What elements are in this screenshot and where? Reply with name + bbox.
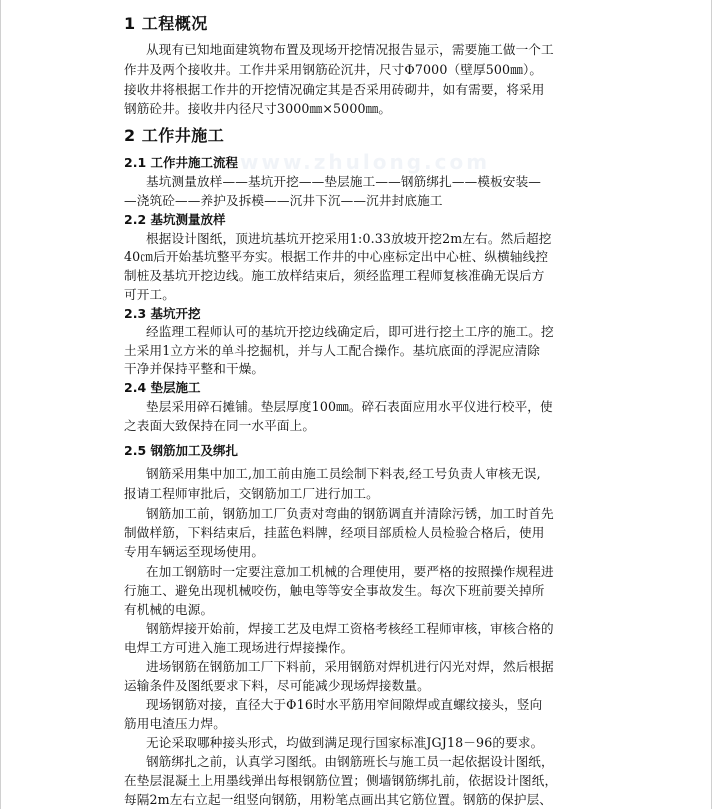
rebar-p2-line-2: 制做样筋，下料结束后，挂蓝色料牌，经项目部质检人员检验合格后，使用 <box>124 525 545 540</box>
survey-line-4: 可开工。 <box>124 287 175 302</box>
rebar-p8-line-1: 钢筋绑扎之前，认真学习图纸。由钢筋班长与施工员一起依据设计图纸， <box>146 754 554 769</box>
cushion-line-2: 之表面大致保持在同一水平面上。 <box>124 418 316 433</box>
heading-cushion: 2.4 垫层施工 <box>124 380 201 395</box>
heading-rebar: 2.5 钢筋加工及绑扎 <box>124 443 238 458</box>
watermark: www.zhulong.com <box>240 150 491 174</box>
rebar-p5-line-2: 运输条件及图纸要求下料，尽可能减少现场焊接数量。 <box>124 678 430 693</box>
rebar-p8-line-3: 每隔2m左右立起一组竖向钢筋，用粉笔点画出其它筋位置。钢筋的保护层、 <box>124 792 553 807</box>
cushion-line-1: 垫层采用碎石摊铺。垫层厚度100㎜。碎石表面应用水平仪进行校平，使 <box>146 399 553 414</box>
flow-line-1: 基坑测量放样——基坑开挖——垫层施工——钢筋绑扎——模板安装— <box>146 174 542 189</box>
excavation-line-1: 经监理工程师认可的基坑开挖边线确定后，即可进行挖土工序的施工。挖 <box>146 324 554 339</box>
flow-line-2: —浇筑砼——养护及拆模——沉井下沉——沉井封底施工 <box>124 193 443 208</box>
excavation-line-3: 干净并保持平整和干燥。 <box>124 361 265 376</box>
rebar-p4-line-1: 钢筋焊接开始前，焊接工艺及电焊工资格考核经工程师审核，审核合格的 <box>146 621 554 636</box>
survey-line-1: 根据设计图纸，顶进坑基坑开挖采用1:0.33放坡开挖2m左右。然后超挖 <box>146 231 552 246</box>
survey-line-3: 制桩及基坑开挖边线。施工放样结束后，须经监理工程师复核准确无误后方 <box>124 268 545 283</box>
rebar-p4-line-2: 电焊工方可进入施工现场进行焊接操作。 <box>124 640 354 655</box>
rebar-p6-line-1: 现场钢筋对接，直径大于Φ16时水平筋用窄间隙焊或直螺纹接头，竖向 <box>146 697 543 712</box>
rebar-p3-line-2: 行施工、避免出现机械咬伤，触电等等安全事故发生。每次下班前要关掉所 <box>124 583 545 598</box>
heading-excavation: 2.3 基坑开挖 <box>124 306 201 321</box>
rebar-p7-line-1: 无论采取哪种接头形式，均做到满足现行国家标准JGJ18－96的要求。 <box>146 735 544 750</box>
heading-construction: 2 工作井施工 <box>124 126 225 145</box>
heading-overview: 1 工程概况 <box>124 14 208 33</box>
rebar-p1-line-2: 报请工程师审批后，交钢筋加工厂进行加工。 <box>124 486 379 501</box>
survey-line-2: 40㎝后开始基坑整平夯实。根据工作井的中心座标定出中心桩、纵横轴线控 <box>124 249 549 264</box>
rebar-p2-line-1: 钢筋加工前，钢筋加工厂负责对弯曲的钢筋调直并清除污锈，加工时首先 <box>146 506 554 521</box>
rebar-p3-line-1: 在加工钢筋时一定要注意加工机械的合理使用，要严格的按照操作规程进 <box>146 564 554 579</box>
excavation-line-2: 土采用1立方米的单斗挖掘机，并与人工配合操作。基坑底面的浮泥应清除 <box>124 343 540 358</box>
rebar-p3-line-3: 有机械的电源。 <box>124 602 214 617</box>
overview-line-1: 从现有已知地面建筑物布置及现场开挖情况报告显示，需要施工做一个工 <box>146 42 554 57</box>
rebar-p2-line-3: 专用车辆运至现场使用。 <box>124 544 265 559</box>
overview-line-3: 接收井将根据工作井的开挖情况确定其是否采用砖砌井，如有需要，将采用 <box>124 82 545 97</box>
overview-line-2: 作井及两个接收井。工作井采用钢筋砼沉井，尺寸Φ7000（壁厚500㎜）。 <box>124 62 543 77</box>
rebar-p6-line-2: 筋用电渣压力焊。 <box>124 716 226 731</box>
rebar-p1-line-1: 钢筋采用集中加工,加工前由施工员绘制下料表,经工号负责人审核无误, <box>146 466 541 481</box>
heading-survey: 2.2 基坑测量放样 <box>124 212 226 227</box>
rebar-p8-line-2: 在垫层混凝土上用墨线弹出每根钢筋位置；侧墙钢筋绑扎前，依据设计图纸， <box>124 773 558 788</box>
rebar-p5-line-1: 进场钢筋在钢筋加工厂下料前，采用钢筋对焊机进行闪光对焊，然后根据 <box>146 659 554 674</box>
heading-flow: 2.1 工作井施工流程 <box>124 155 238 170</box>
overview-line-4: 钢筋砼井。接收井内径尺寸3000㎜×5000㎜。 <box>124 101 392 116</box>
page-left-edge <box>0 0 1 809</box>
